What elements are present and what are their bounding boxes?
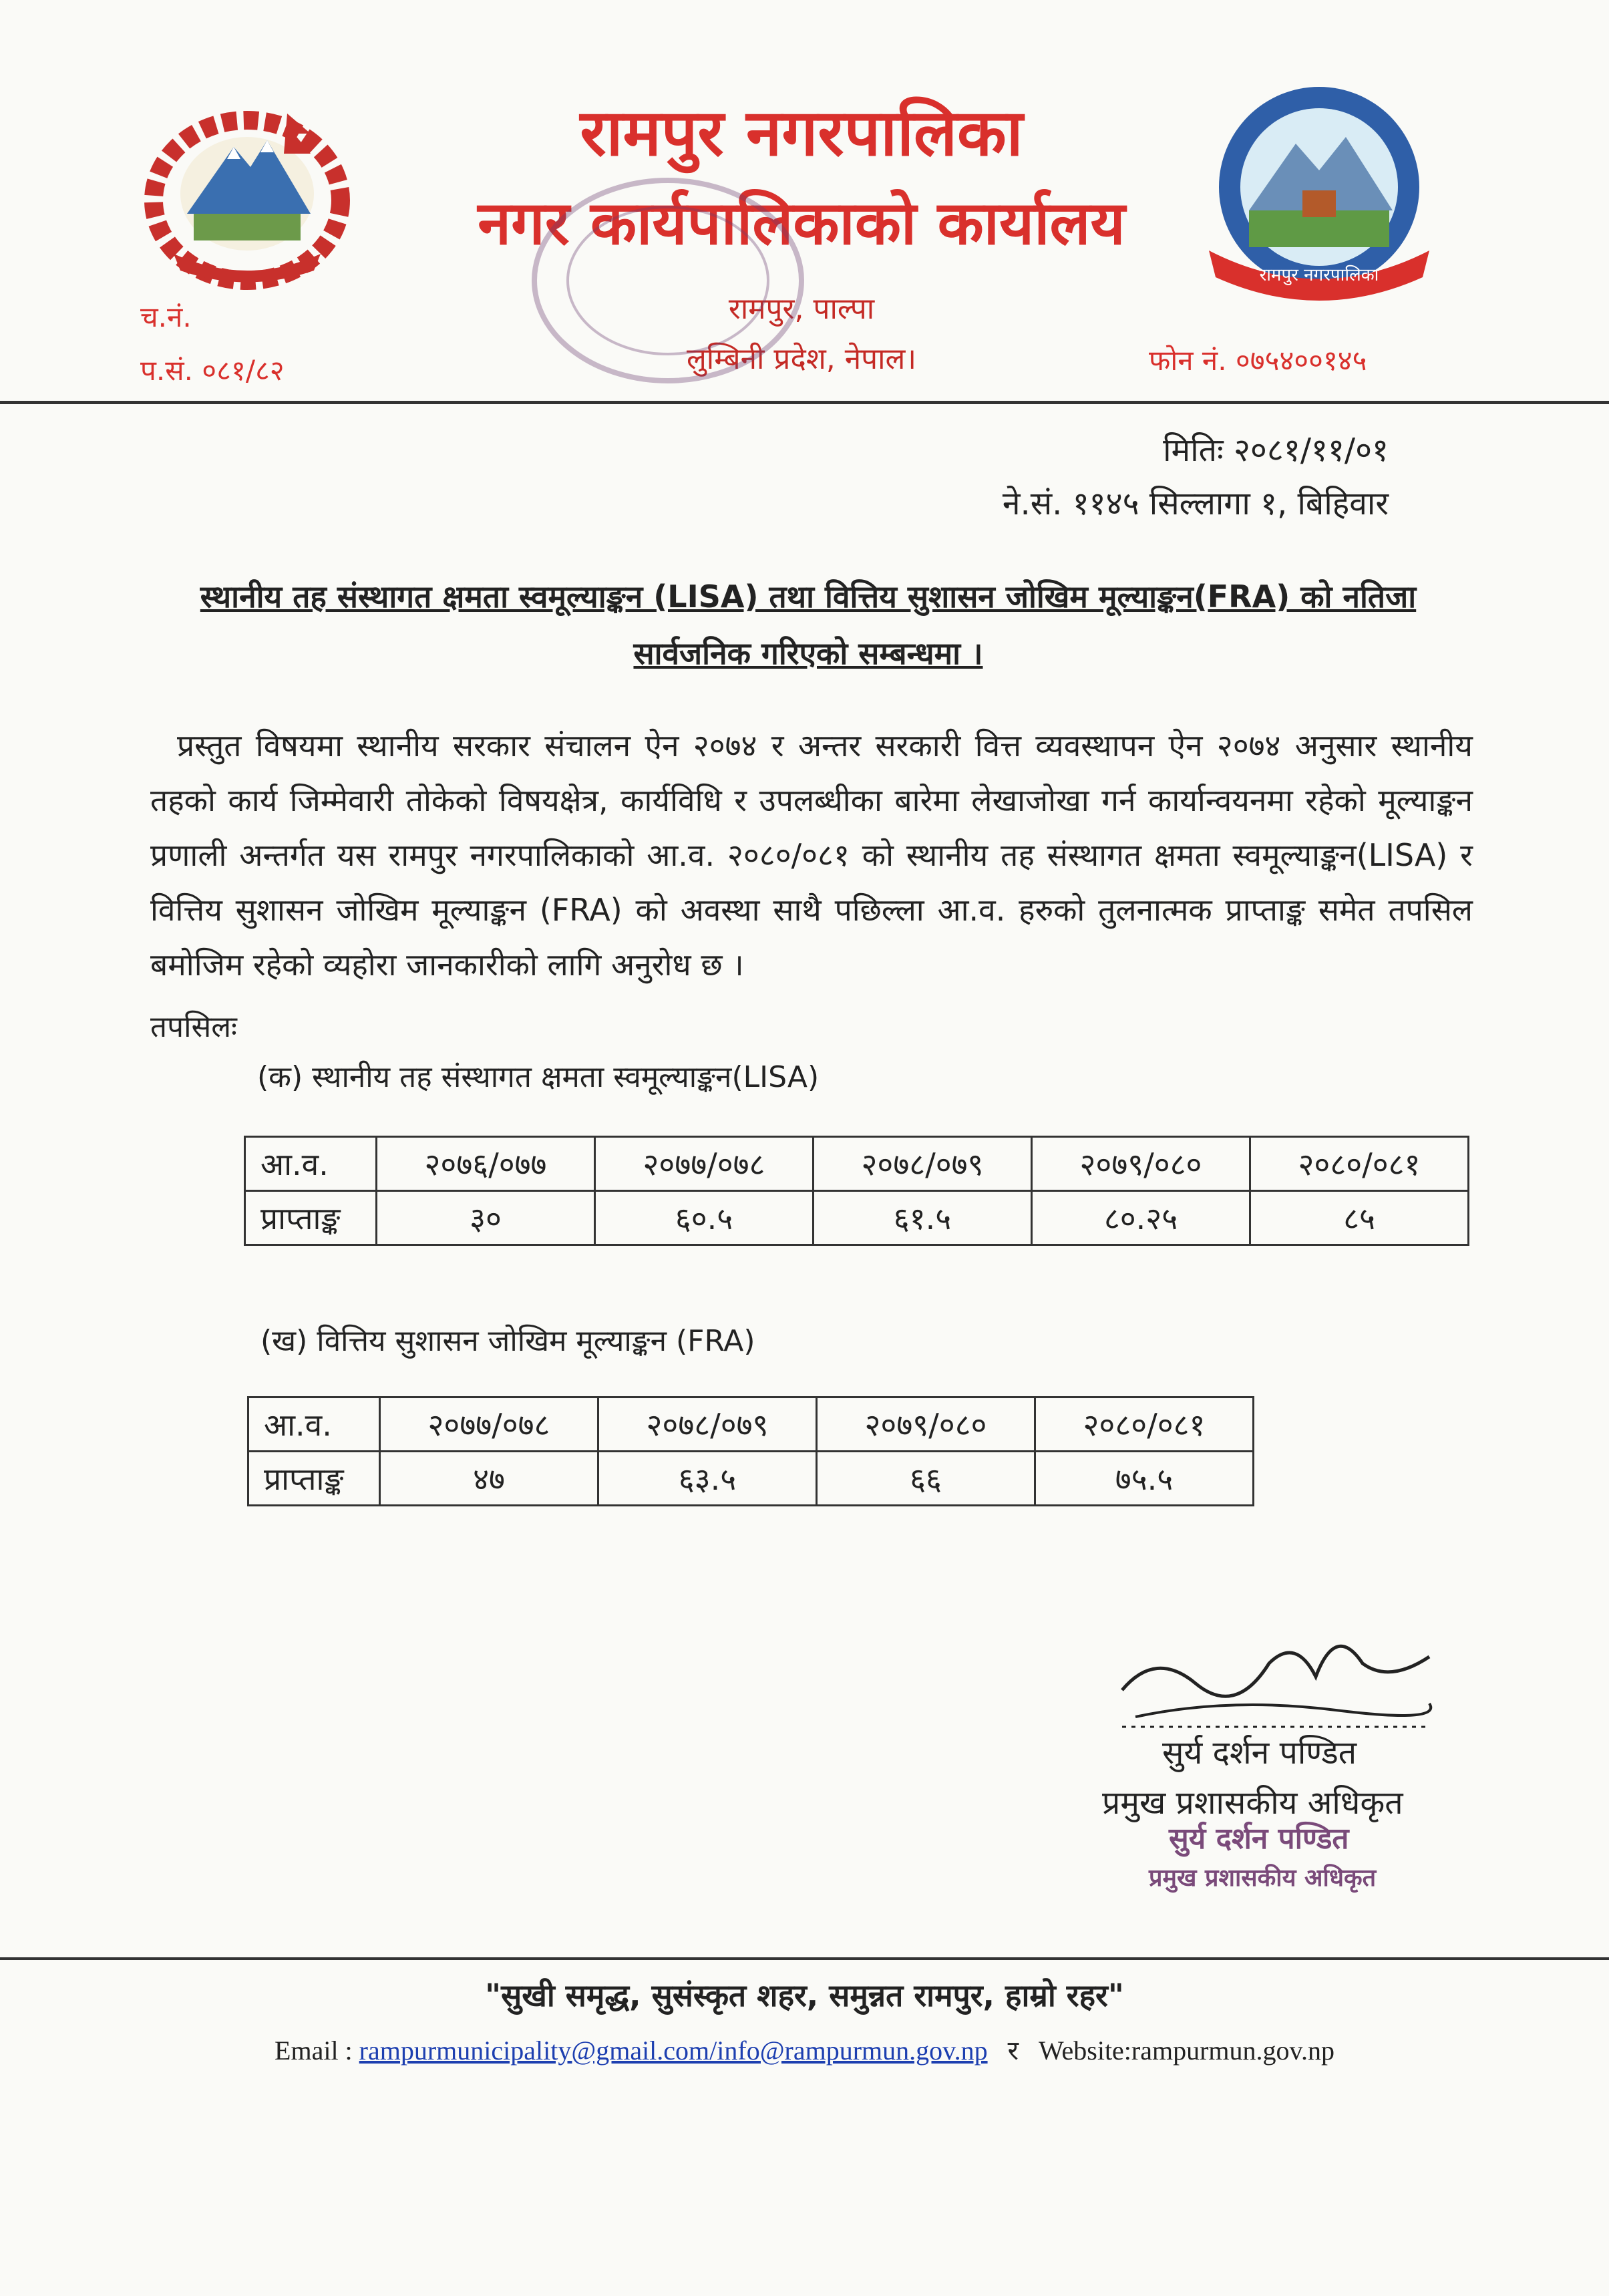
nepal-emblem-icon [134, 94, 361, 294]
table-cell: ३० [377, 1191, 595, 1245]
email-label: Email : [275, 2035, 353, 2066]
table-cell: ६३.५ [598, 1452, 817, 1506]
stamp-title: प्रमुख प्रशासकीय अधिकृत [1149, 1864, 1377, 1892]
table-cell: ८५ [1250, 1191, 1469, 1245]
table-cell: २०७७/०७८ [595, 1137, 814, 1191]
table-row [245, 1137, 1469, 1191]
address-line-1: रामपुर, पाल्पा [728, 292, 875, 326]
table-cell: ८०.२५ [1032, 1191, 1250, 1245]
table-cell: २०८०/०८१ [1035, 1398, 1254, 1452]
conjunction-text: र [1007, 2035, 1019, 2066]
table-cell: ६६ [817, 1452, 1035, 1506]
table-cell: २०७७/०७८ [380, 1398, 598, 1452]
municipality-logo-icon [1196, 77, 1443, 311]
lisa-table [244, 1136, 1469, 1246]
body-paragraph: प्रस्तुत विषयमा स्थानीय सरकार संचालन ऐन २०७४ र अन्तर सरकारी वित्त व्यवस्थापन ऐन २०७४ अनुसार स्थानीय तहको कार्य जिम्मेवारी तोकेको विषयक्षेत्र, कार्यविधि र उपलब्धीका बारेमा लेखाजोखा गर्न कार्यान्वयनमा रहेको मूल्याङ्कन प्रणाली अन्तर्गत यस रामपुर नगरपालिकाको आ.व. २०८०/०८१ को स्थानीय तह संस्थागत क्षमता स्वमूल्याङ्कन(LISA) र वित्तिय सुशासन जोखिम मूल्याङ्कन (FRA) को अवस्था साथै पछिल्ला आ.व. हरुको तुलनात्मक प्राप्ताङ्क समेत तपसिल बमोजिम रहेको व्यहोरा जानकारीको लागि अनुरोध छ । [150, 727, 1473, 983]
table-cell: २०७६/०७७ [377, 1137, 595, 1191]
municipality-name: रामपुर नगरपालिका [580, 96, 1023, 170]
ch-no-label: च.नं. [140, 301, 192, 333]
table-cell: २०७८/०७९ [598, 1398, 817, 1452]
table-cell: २०८०/०८१ [1250, 1137, 1469, 1191]
table-cell: २०७९/०८० [817, 1398, 1035, 1452]
email-link[interactable]: rampurmunicipality@gmail.com/info@rampurmun.gov.np [359, 2035, 988, 2066]
signatory-name: सुर्य दर्शन पण्डित [1162, 1734, 1357, 1772]
lisa-caption: (क) स्थानीय तह संस्थागत क्षमता स्वमूल्याङ्कन(LISA) [257, 1060, 820, 1094]
table-cell: आ.व. [248, 1398, 380, 1452]
website-text[interactable]: Website:rampurmun.gov.np [1038, 2035, 1334, 2066]
pa-sa-number: प.सं. ०८१/८२ [140, 354, 285, 387]
header-divider [0, 401, 1609, 404]
office-stamp-icon [521, 167, 815, 394]
table-cell: ६०.५ [595, 1191, 814, 1245]
table-row [245, 1191, 1469, 1245]
table-cell: २०७८/०७९ [814, 1137, 1032, 1191]
table-cell: ७५.५ [1035, 1452, 1254, 1506]
nepal-sambat-date: ने.सं. ११४५ सिल्लागा १, बिहिवार [1002, 485, 1389, 522]
fra-caption: (ख) वित्तिय सुशासन जोखिम मूल्याङ्कन (FRA) [260, 1324, 755, 1358]
subject-line-1: स्थानीय तह संस्थागत क्षमता स्वमूल्याङ्कन (LISA) तथा वित्तिय सुशासन जोखिम मूल्याङ्कन(FRA) को नतिजा [200, 579, 1417, 615]
stamp-name: सुर्य दर्शन पण्डित [1169, 1822, 1349, 1856]
subject-line-2: सार्वजनिक गरिएको सम्बन्धमा । [633, 635, 983, 671]
fra-table [247, 1396, 1254, 1506]
phone-number: फोन नं. ०७५४००१४५ [1149, 344, 1367, 377]
table-cell: आ.व. [245, 1137, 377, 1191]
address-line-2: लुम्बिनी प्रदेश, नेपाल। [686, 342, 917, 376]
table-row [248, 1452, 1254, 1506]
logo-banner-text: रामपुर नगरपालिका [1259, 265, 1379, 285]
table-row [248, 1398, 1254, 1452]
table-cell: ६१.५ [814, 1191, 1032, 1245]
table-cell: २०७९/०८० [1032, 1137, 1250, 1191]
tapsil-label: तपसिलः [150, 1010, 237, 1044]
footer-divider [0, 1957, 1609, 1960]
footer-contact [0, 2031, 1609, 2068]
footer-motto: "सुखी समृद्ध, सुसंस्कृत शहर, समुन्नत रामपुर, हाम्रो रहर" [485, 1977, 1124, 2013]
office-name: नगर कार्यपालिकाको कार्यालय [478, 188, 1125, 259]
signatory-title: प्रमुख प्रशासकीय अधिकृत [1102, 1784, 1403, 1822]
table-cell: प्राप्ताङ्क [245, 1191, 377, 1245]
date-bs: मितिः २०८१/११/०१ [1163, 432, 1389, 469]
table-cell: ४७ [380, 1452, 598, 1506]
table-cell: प्राप्ताङ्क [248, 1452, 380, 1506]
